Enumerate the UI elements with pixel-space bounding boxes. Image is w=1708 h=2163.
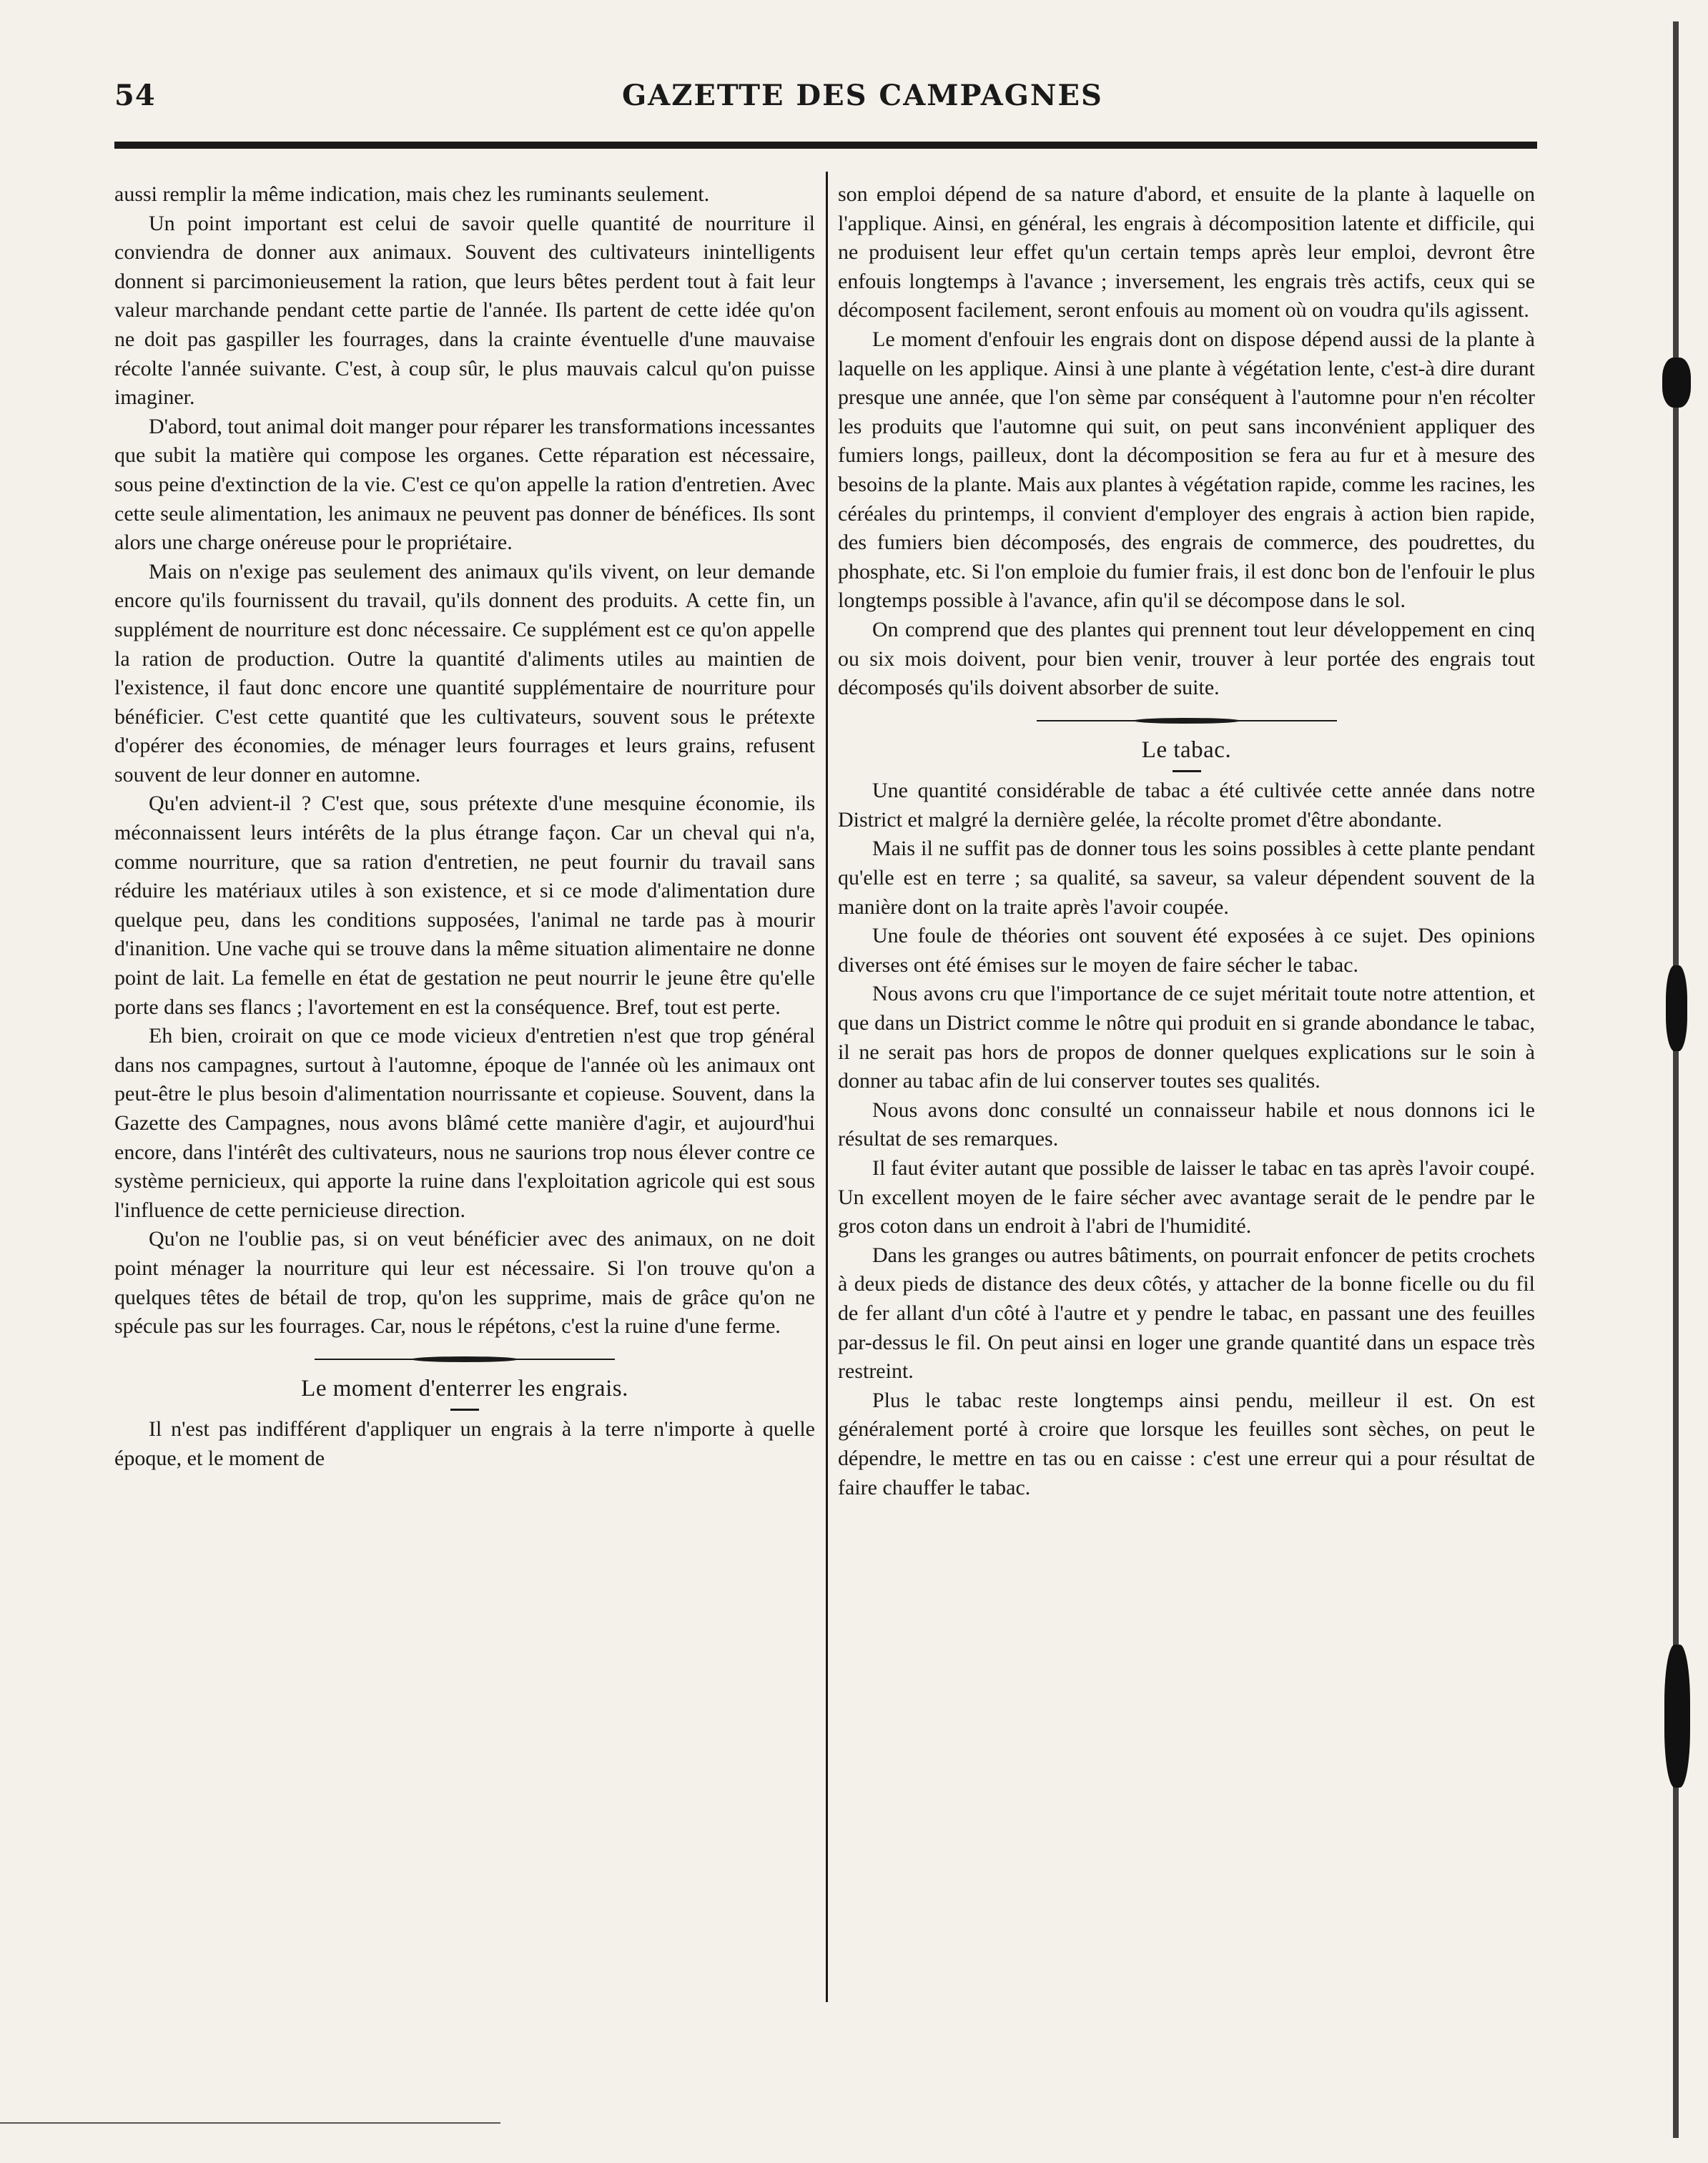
paragraph: Nous avons cru que l'importance de ce sujet méritait toute notre attention, et que dans un District comme le nôtre qui produit en si grande abondance le tabac, il ne serait pas hors de propos de donner quelques explications sur le soin à donner au tabac afin de lui conserver toutes ses qualités.	[838, 982, 1535, 1093]
paragraph: Dans les granges ou autres bâtiments, on pourrait enfoncer de petits crochets à deux pieds de distance des deux côtés, y attacher de la bonne ficelle ou du fil de fer allant d'un côté à l'autre et y pendre le tabac, en passant une des feuilles par-dessus le fil. On peut ainsi en loger une grande quantité dans un espace très restreint.	[838, 1243, 1535, 1384]
binding-smudge	[1662, 358, 1691, 408]
left-column	[114, 180, 815, 1474]
paragraph: Plus le tabac reste longtemps ainsi pendu, meilleur il est. On est généralement porté à croire que lorsque les feuilles sont sèches, on peut le dépendre, le mettre en tas ou en caisse : c'est une erreur qui a pour résultat de faire chauffer le tabac.	[838, 1388, 1535, 1499]
paragraph: Il n'est pas indifférent d'appliquer un engrais à la terre n'importe à quelle époque, et le moment de	[114, 1417, 815, 1470]
page-number: 54	[114, 79, 156, 112]
binding-smudge	[1664, 1645, 1690, 1788]
section-title-engrais: Le moment d'enterrer les engrais.	[301, 1375, 628, 1401]
paragraph: Qu'on ne l'oublie pas, si on veut bénéficier avec des animaux, on ne doit point ménager la nourriture qui leur est nécessaire. Si l'on trouve qu'on a quelques têtes de bétail de trop, qu'on les supprime, mais de grâce qu'on ne spécule pas sur les fourrages. Car, nous le répétons, c'est la ruine d'une ferme.	[114, 1227, 815, 1339]
bottom-rule	[0, 2122, 500, 2124]
section-ornament	[1037, 716, 1337, 726]
journal-title: GAZETTE DES CAMPAGNES	[622, 79, 1103, 112]
paragraph: Qu'en advient-il ? C'est que, sous prétexte d'une mesquine économie, ils méconnaissent leurs intérêts de la plus étrange façon. Car un cheval qui n'a, comme nourriture, que sa ration d'entretien, ne peut fournir du travail sans réduire les matériaux utiles à son existence, et si ce mode d'alimentation dure quelque peu, dans les conditions supposées, l'animal ne tarde pas à mourir d'inanition. Une vache qui se trouve dans la même situation alimentaire ne donne point de lait. La femelle en état de gestation ne peut nourrir le jeune être qu'elle porte dans ses flancs ; l'avortement en est la conséquence. Bref, tout est perte.	[114, 792, 815, 1019]
binding-edge	[1673, 21, 1679, 2138]
paragraph: Nous avons donc consulté un connaisseur habile et nous donnons ici le résultat de ses remarques.	[838, 1098, 1535, 1151]
paragraph: aussi remplir la même indication, mais chez les ruminants seulement.	[114, 182, 710, 206]
paragraph: Une quantité considérable de tabac a été cultivée cette année dans notre District et malgré la dernière gelée, la récolte promet d'être abondante.	[838, 779, 1535, 832]
title-dash	[1173, 770, 1201, 772]
column-divider	[826, 172, 828, 2002]
binding-smudge	[1666, 965, 1687, 1051]
paragraph: D'abord, tout animal doit manger pour réparer les transformations incessantes que subit la matière qui compose les organes. Cette réparation est nécessaire, sous peine d'extinction de la vie. C'est ce qu'on appelle la ration d'entretien. Avec cette seule alimentation, les animaux ne peuvent pas donner de bénéfices. Ils sont alors une charge onéreuse pour le propriétaire.	[114, 414, 815, 555]
paragraph: Un point important est celui de savoir quelle quantité de nourriture il conviendra de donner aux animaux. Souvent des cultivateurs inintelligents donnent si parcimonieusement la ration, que leurs bêtes perdent tout à fait leur valeur marchande pendant cette partie de l'année. Ils partent de cette idée qu'on ne doit pas gaspiller les fourrages, dans la crainte éventuelle d'une mauvaise récolte l'année suivante. C'est, à coup sûr, le plus mauvais calcul qu'on puisse imaginer.	[114, 211, 815, 410]
paragraph: Mais il ne suffit pas de donner tous les soins possibles à cette plante pendant qu'elle est en terre ; sa qualité, sa saveur, sa valeur dépendent souvent de la manière dont on la traite après l'avoir coupée.	[838, 837, 1535, 919]
section-title-tabac: Le tabac.	[1141, 736, 1232, 763]
right-column	[838, 180, 1535, 1502]
paragraph: Il faut éviter autant que possible de laisser le tabac en tas après l'avoir coupé. Un excellent moyen de le faire sécher avec avantage serait de le pendre par le gros coton dans un endroit à l'abri de l'humidité.	[838, 1156, 1535, 1238]
paragraph: Eh bien, croirait on que ce mode vicieux d'entretien n'est que trop général dans nos campagnes, surtout à l'automne, époque de l'année où les animaux ont peut-être le plus besoin d'alimentation nourrissante et copieuse. Souvent, dans la Gazette des Campagnes, nous avons blâmé cette manière d'agir, et aujourd'hui encore, dans l'intérêt des cultivateurs, nous ne saurions trop nous élever contre ce système pernicieux, qui apporte la ruine dans l'exploitation agricole qui est sous l'influence de cette pernicieuse direction.	[114, 1024, 815, 1222]
paragraph: On comprend que des plantes qui prennent tout leur développement en cinq ou six mois doivent, pour bien venir, trouver à leur portée des engrais tout décomposés qu'ils doivent absorber de suite.	[838, 617, 1535, 700]
section-ornament	[315, 1354, 615, 1364]
title-dash	[450, 1409, 479, 1411]
paragraph: Une foule de théories ont souvent été exposées à ce sujet. Des opinions diverses ont été émises sur le moyen de faire sécher le tabac.	[838, 924, 1535, 977]
header-rule	[114, 142, 1537, 149]
paragraph: son emploi dépend de sa nature d'abord, et ensuite de la plante à laquelle on l'applique. Ainsi, en général, les engrais à décomposition latente et difficile, qui ne produisent leur effet qu'un certain temps après leur emploi, devront être enfouis longtemps à l'avance ; inversement, les engrais très actifs, ceux qui se décomposent facilement, seront enfouis au moment où on voudra qu'ils agissent.	[838, 182, 1535, 322]
paragraph: Mais on n'exige pas seulement des animaux qu'ils vivent, on leur demande encore qu'ils fournissent du travail, qu'ils donnent des produits. A cette fin, un supplément de nourriture est donc nécessaire. Ce supplément est ce qu'on appelle la ration de production. Outre la quantité d'aliments utiles au maintien de l'existence, il faut donc encore une quantité supplémentaire de nourriture pour bénéficier. C'est cette quantité que les cultivateurs, souvent sous le prétexte d'opérer des économies, de ménager leurs fourrages et leurs grains, refusent souvent de leur donner en automne.	[114, 559, 815, 787]
paragraph: Le moment d'enfouir les engrais dont on dispose dépend aussi de la plante à laquelle on les applique. Ainsi à une plante à végétation lente, c'est-à dire durant presque une année, que l'on sème par conséquent à l'automne pour n'en récolter les produits que l'automne qui suit, on peut sans inconvénient appliquer des fumiers longs, pailleux, dont la décomposition se fera au fur et à mesure des besoins de la plante. Mais aux plantes à végétation rapide, comme les racines, les céréales du printemps, il convient d'employer des engrais à action bien rapide, des fumiers bien décomposés, des engrais de commerce, des poudrettes, du phosphate, etc. Si l'on emploie du fumier frais, il est donc bon de l'enfouir le plus longtemps possible à l'avance, afin qu'il se décompose dans le sol.	[838, 327, 1535, 613]
